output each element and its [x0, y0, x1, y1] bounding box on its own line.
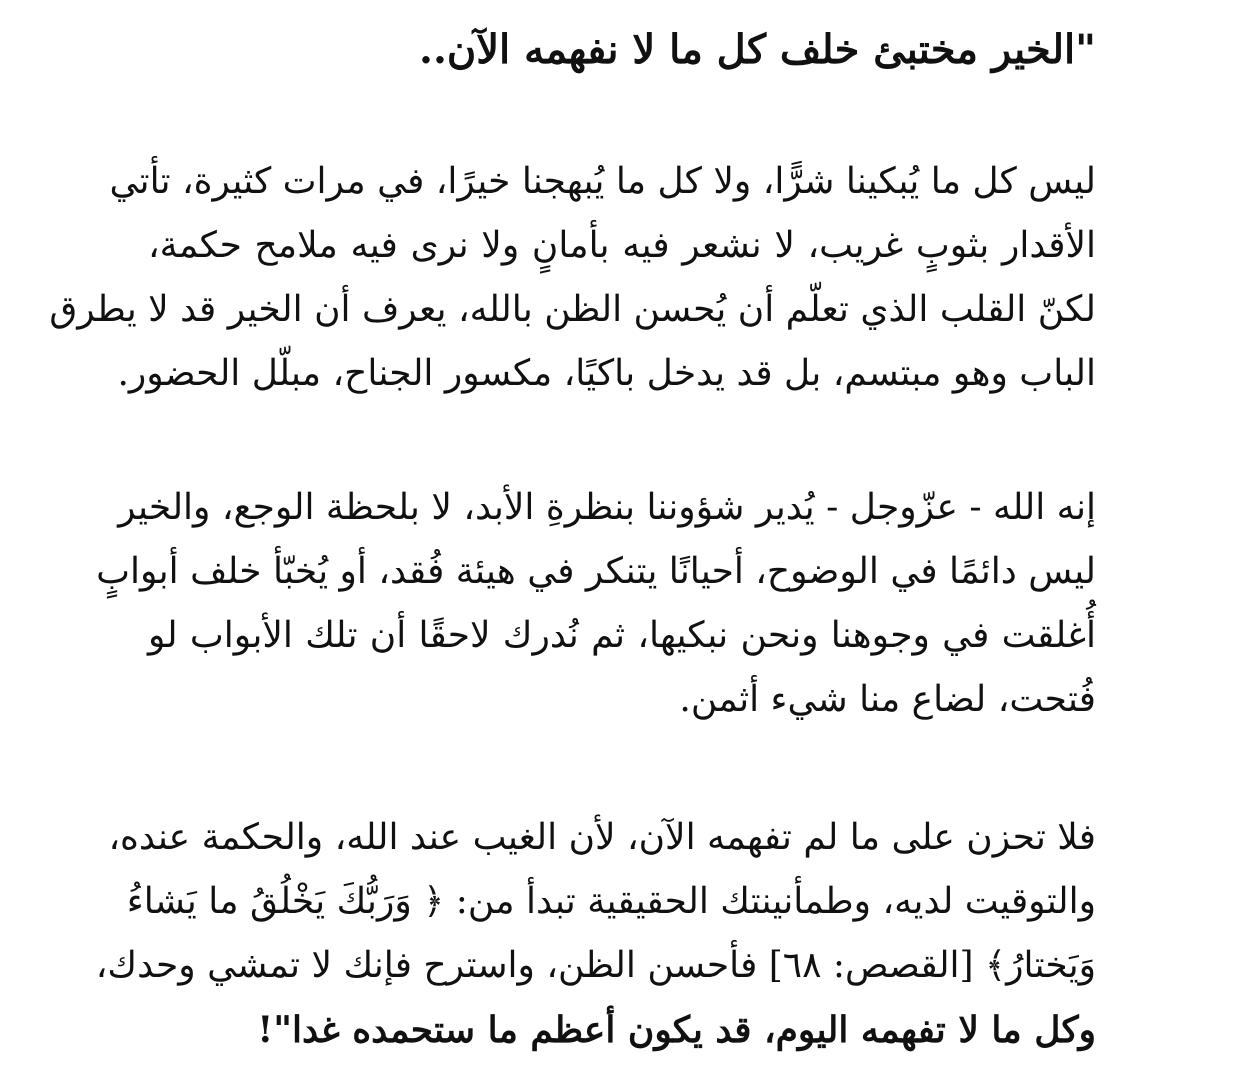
paragraph-line: ليس دائمًا في الوضوح، أحيانًا يتنكر في هيئة فُقد، أو يُخبّأ خلف أبوابٍ [96, 551, 1096, 592]
paragraph-line: والتوقيت لديه، وطمأنينتك الحقيقية تبدأ من: ﴿ وَرَبُّكَ يَخْلُقُ ما يَشاءُ [126, 881, 1096, 922]
paragraph-line: فلا تحزن على ما لم تفهمه الآن، لأن الغيب عند الله، والحكمة عنده، [108, 817, 1096, 858]
paragraph-line: إنه الله - عزّوجل - يُدير شؤوننا بنظرةِ الأبد، لا بلحظة الوجع، والخير [118, 487, 1096, 528]
paragraph-line: الباب وهو مبتسم، بل قد يدخل باكيًا، مكسور الجناح، مبلّل الحضور. [117, 353, 1096, 394]
paragraph-line: الأقدار بثوبٍ غريب، لا نشعر فيه بأمانٍ ولا نرى فيه ملامح حكمة، [148, 225, 1096, 266]
paragraph-line: وَيَختارُ﴾ [القصص: ٦٨] فأحسن الظن، واسترح فإنك لا تمشي وحدك، [95, 945, 1096, 986]
paragraph-line: ليس كل ما يُبكينا شرًّا، ولا كل ما يُبهجنا خيرًا، في مرات كثيرة، تأتي [109, 161, 1096, 202]
closing-line: وكل ما لا تفهمه اليوم، قد يكون أعظم ما ستحمده غدا"! [257, 1009, 1096, 1051]
paragraph-2 [96, 476, 1096, 732]
paragraph-1 [49, 150, 1096, 406]
paragraph-line: لكنّ القلب الذي تعلّم أن يُحسن الظن بالله، يعرف أن الخير قد لا يطرق [49, 289, 1096, 330]
document-title: "الخير مختبئ خلف كل ما لا نفهمه الآن.. [419, 26, 1096, 73]
paragraph-line: فُتحت، لضاع منا شيء أثمن. [679, 679, 1096, 720]
paragraph-3 [95, 806, 1096, 1062]
paragraph-line: أُغلقت في وجوهنا ونحن نبكيها، ثم نُدرك لاحقًا أن تلك الأبواب لو [148, 615, 1096, 656]
